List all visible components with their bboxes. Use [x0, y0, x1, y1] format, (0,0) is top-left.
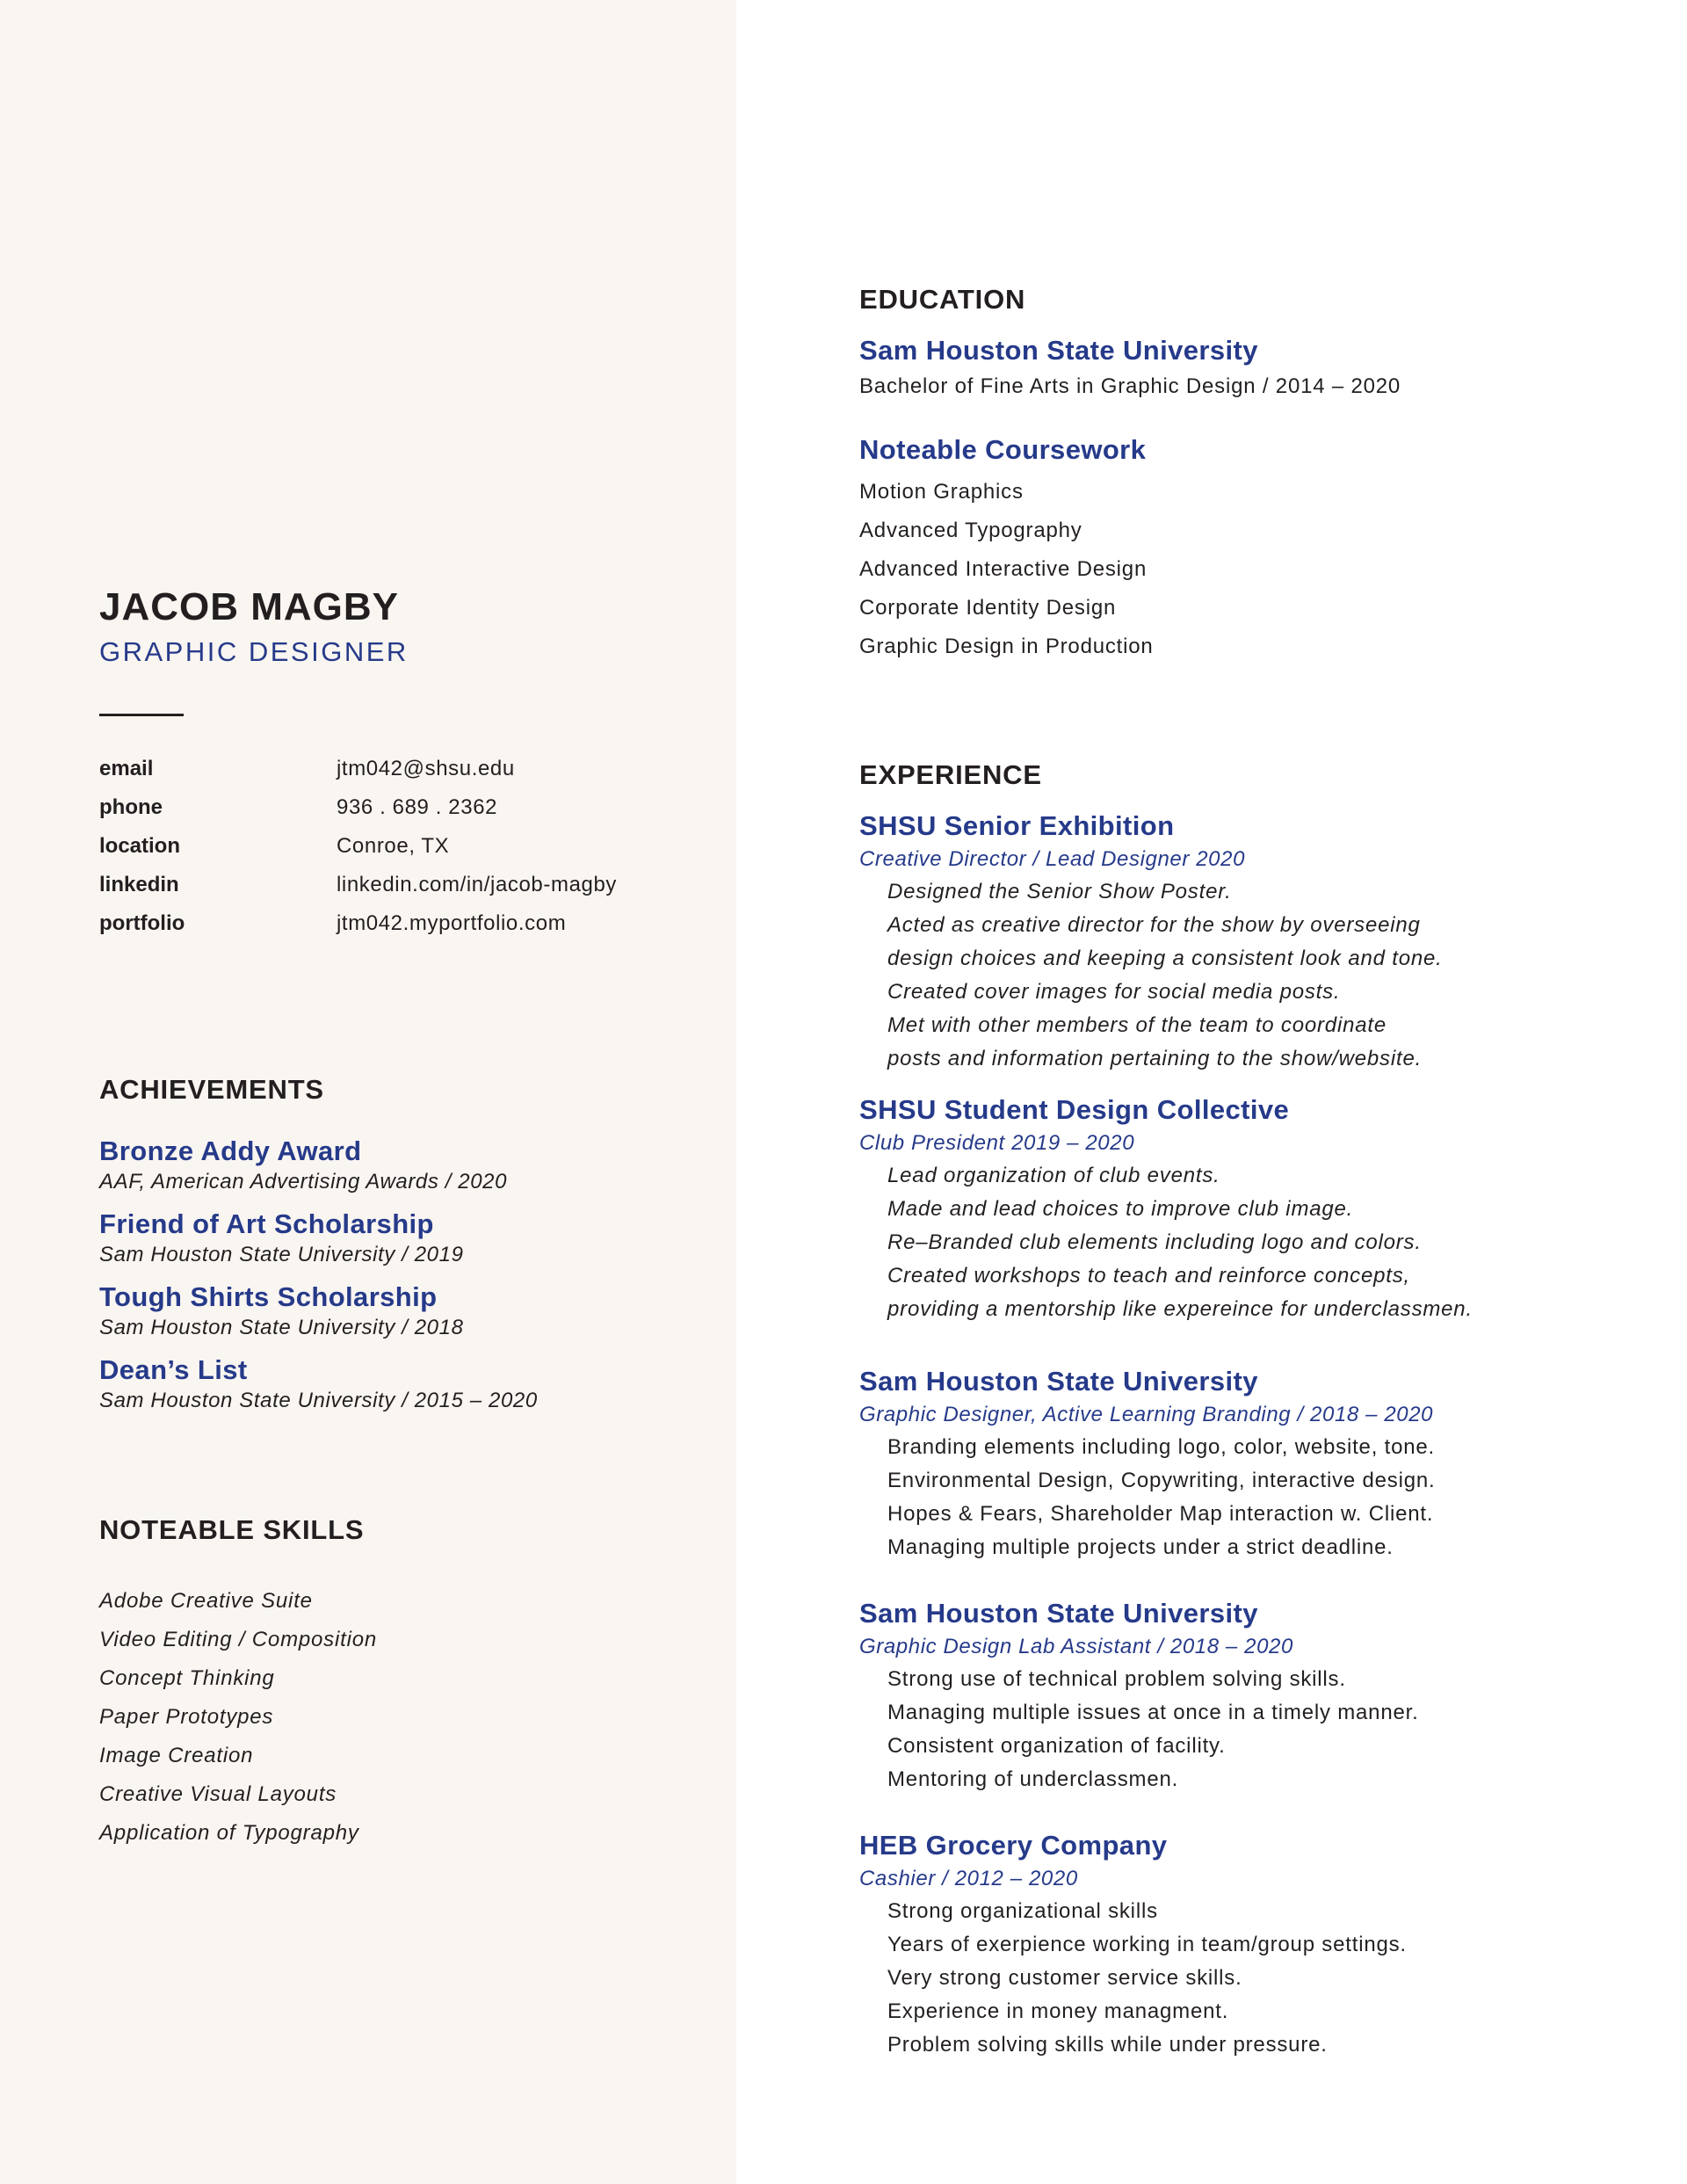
achievement-name: Tough Shirts Scholarship: [99, 1281, 438, 1312]
job-entry: [859, 1364, 1650, 1564]
job-bullet: design choices and keeping a consistent look and tone.: [887, 947, 1443, 970]
job-bullet: Managing multiple issues at once in a timely manner.: [887, 1701, 1419, 1724]
job-bullet: Lead organization of club events.: [887, 1164, 1220, 1187]
job-bullets: [859, 1431, 1650, 1564]
job-bullet: posts and information pertaining to the show/website.: [887, 1047, 1423, 1070]
job-company: Sam Houston State University: [859, 1366, 1258, 1397]
list-item: [99, 1134, 714, 1195]
contact-linkedin-value[interactable]: linkedin.com/in/jacob-magby: [337, 873, 618, 896]
contact-label: portfolio: [99, 911, 185, 935]
coursework-heading: Noteable Coursework: [859, 434, 1147, 465]
achievement-detail: Sam Houston State University / 2015 – 2020: [99, 1389, 538, 1412]
contact-label: location: [99, 834, 181, 858]
job-bullet: Mentoring of underclassmen.: [887, 1767, 1179, 1791]
job-bullet: Strong organizational skills: [887, 1899, 1158, 1923]
job-company: SHSU Student Design Collective: [859, 1094, 1290, 1125]
contact-row-phone: [99, 788, 714, 827]
contact-list: [99, 750, 714, 943]
achievements-heading: ACHIEVEMENTS: [99, 1074, 324, 1105]
job-bullet: Problem solving skills while under pressure.: [887, 2033, 1328, 2057]
skill-item: Application of Typography: [99, 1821, 359, 1845]
job-bullet: Made and lead choices to improve club image.: [887, 1197, 1354, 1221]
contact-label: phone: [99, 795, 163, 819]
job-role: Cashier / 2012 – 2020: [859, 1867, 1078, 1890]
job-bullets: [859, 875, 1650, 1076]
list-item: [99, 1280, 714, 1341]
job-entry: [859, 1596, 1650, 1796]
skills-heading: NOTEABLE SKILLS: [99, 1514, 365, 1545]
job-bullet: Very strong customer service skills.: [887, 1966, 1242, 1990]
contact-row-linkedin: [99, 866, 714, 904]
job-role: Graphic Designer, Active Learning Branding / 2018 – 2020: [859, 1403, 1434, 1426]
job-bullet: Designed the Senior Show Poster.: [887, 880, 1232, 903]
skill-item: Paper Prototypes: [99, 1705, 274, 1729]
course-item: Graphic Design in Production: [859, 635, 1154, 658]
job-bullet: Re–Branded club elements including logo and colors.: [887, 1230, 1422, 1254]
contact-email-value[interactable]: jtm042@shsu.edu: [337, 757, 515, 780]
job-company: Sam Houston State University: [859, 1598, 1258, 1629]
job-bullets: [859, 1159, 1650, 1326]
skill-item: Video Editing / Composition: [99, 1628, 377, 1651]
education-heading: EDUCATION: [859, 284, 1026, 315]
contact-row-portfolio: [99, 904, 714, 943]
skill-item: Adobe Creative Suite: [99, 1589, 313, 1613]
job-bullet: Branding elements including logo, color, website, tone.: [887, 1435, 1436, 1459]
resume-title: GRAPHIC DESIGNER: [99, 636, 409, 667]
job-bullet: providing a mentorship like expereince for underclassmen.: [887, 1297, 1473, 1321]
contact-phone-value: 936 . 689 . 2362: [337, 795, 498, 819]
course-item: Corporate Identity Design: [859, 596, 1117, 620]
job-bullet: Environmental Design, Copywriting, interactive design.: [887, 1469, 1436, 1492]
job-bullet: Managing multiple projects under a strict deadline.: [887, 1535, 1394, 1559]
job-bullet: Created cover images for social media posts.: [887, 980, 1341, 1004]
contact-label: linkedin: [99, 873, 179, 896]
skill-item: Concept Thinking: [99, 1666, 275, 1690]
course-item: Advanced Interactive Design: [859, 557, 1148, 581]
job-company: SHSU Senior Exhibition: [859, 810, 1175, 841]
job-bullet: Hopes & Fears, Shareholder Map interaction w. Client.: [887, 1502, 1434, 1526]
job-entry: [859, 1828, 1650, 2062]
job-bullet: Created workshops to teach and reinforce concepts,: [887, 1264, 1410, 1288]
job-role: Club President 2019 – 2020: [859, 1131, 1135, 1155]
job-bullet: Experience in money managment.: [887, 1999, 1229, 2023]
job-entry: [859, 809, 1650, 1076]
skills-list: [99, 1582, 714, 1853]
job-bullet: Met with other members of the team to coordinate: [887, 1013, 1387, 1037]
achievement-detail: Sam Houston State University / 2019: [99, 1243, 464, 1266]
contact-location-value: Conroe, TX: [337, 834, 450, 858]
contact-label: email: [99, 757, 154, 780]
achievement-detail: AAF, American Advertising Awards / 2020: [99, 1170, 508, 1194]
divider-line: [99, 714, 184, 716]
contact-row-location: [99, 827, 714, 866]
job-role: Creative Director / Lead Designer 2020: [859, 847, 1246, 871]
contact-row-email: [99, 750, 714, 788]
job-bullet: Acted as creative director for the show by overseeing: [887, 913, 1421, 937]
job-bullets: [859, 1895, 1650, 2062]
job-bullet: Consistent organization of facility.: [887, 1734, 1226, 1758]
achievement-detail: Sam Houston State University / 2018: [99, 1316, 464, 1339]
coursework-list: [859, 473, 1154, 666]
education-school: Sam Houston State University: [859, 335, 1258, 366]
achievement-name: Bronze Addy Award: [99, 1136, 362, 1166]
resume-name: JACOB MAGBY: [99, 585, 400, 628]
contact-portfolio-value[interactable]: jtm042.myportfolio.com: [337, 911, 567, 935]
job-role: Graphic Design Lab Assistant / 2018 – 2020: [859, 1635, 1293, 1658]
course-item: Motion Graphics: [859, 480, 1024, 504]
job-company: HEB Grocery Company: [859, 1830, 1168, 1861]
achievement-name: Friend of Art Scholarship: [99, 1208, 434, 1239]
experience-heading: EXPERIENCE: [859, 759, 1042, 790]
list-item: [99, 1353, 714, 1414]
job-entry: [859, 1092, 1650, 1326]
skill-item: Creative Visual Layouts: [99, 1782, 337, 1806]
course-item: Advanced Typography: [859, 519, 1082, 542]
job-bullet: Years of exerpience working in team/group settings.: [887, 1933, 1407, 1956]
job-bullet: Strong use of technical problem solving skills.: [887, 1667, 1346, 1691]
education-degree: Bachelor of Fine Arts in Graphic Design / 2014 – 2020: [859, 374, 1401, 398]
achievement-name: Dean’s List: [99, 1354, 248, 1385]
job-bullets: [859, 1663, 1650, 1796]
skill-item: Image Creation: [99, 1744, 254, 1767]
list-item: [99, 1207, 714, 1268]
achievements-list: [99, 1134, 714, 1426]
